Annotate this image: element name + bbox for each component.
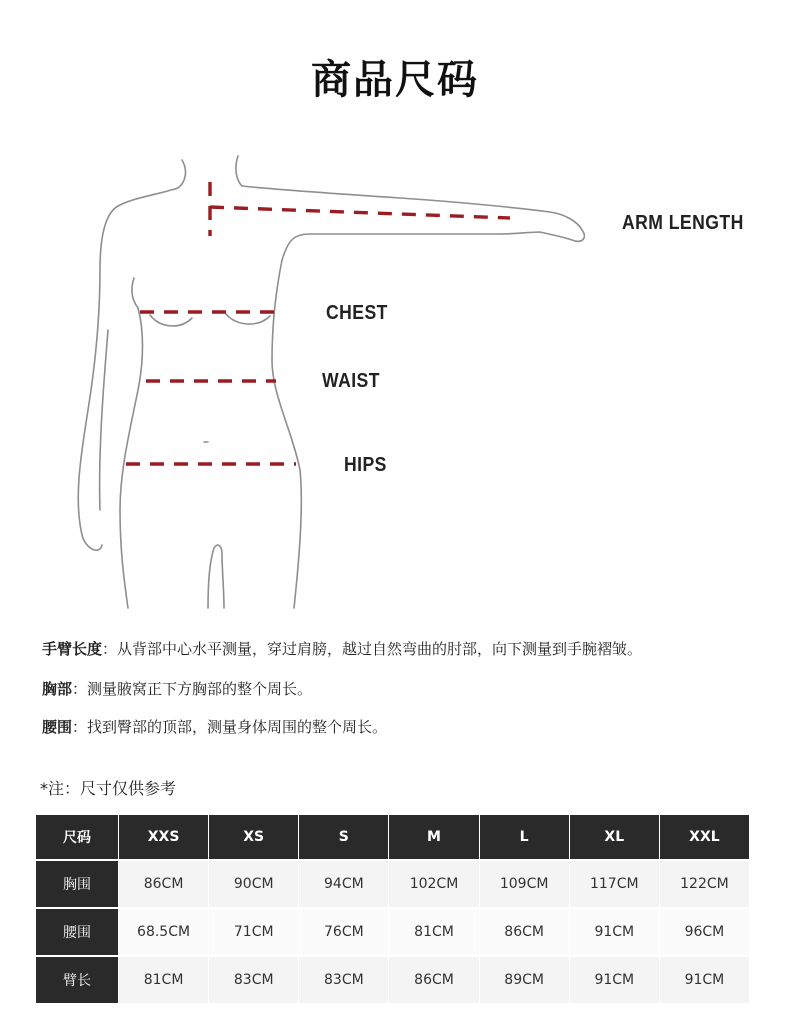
- size-corner-cell: 尺码: [36, 815, 119, 860]
- size-header-s: S: [299, 815, 389, 860]
- description-text: 找到臀部的顶部，测量身体周围的整个周长。: [87, 718, 388, 736]
- table-cell: 71CM: [209, 908, 299, 956]
- arm-length-label: ARM LENGTH: [622, 212, 744, 234]
- table-row-chest: [36, 860, 750, 908]
- table-cell: 68.5CM: [119, 908, 209, 956]
- table-cell: 89CM: [479, 956, 569, 1004]
- size-header-m: M: [389, 815, 479, 860]
- row-label: 臂长: [36, 956, 119, 1004]
- table-cell: 94CM: [299, 860, 389, 908]
- table-cell: 91CM: [569, 908, 659, 956]
- row-label: 腰围: [36, 908, 119, 956]
- size-header-xxl: XXL: [659, 815, 749, 860]
- description-term: 手臂长度: [42, 640, 103, 658]
- table-cell: 81CM: [389, 908, 479, 956]
- table-row-arm-length: [36, 956, 750, 1004]
- description-separator: ：: [102, 640, 118, 658]
- size-header-l: L: [479, 815, 569, 860]
- waist-label: WAIST: [322, 370, 380, 392]
- table-cell: 91CM: [569, 956, 659, 1004]
- table-cell: 91CM: [659, 956, 749, 1004]
- table-cell: 81CM: [119, 956, 209, 1004]
- description-text: 从背部中心水平测量，穿过肩膀，越过自然弯曲的肘部，向下测量到手腕褶皱。: [117, 640, 643, 658]
- table-cell: 86CM: [119, 860, 209, 908]
- description-text: 测量腋窝正下方胸部的整个周长。: [87, 680, 313, 698]
- table-cell: 96CM: [659, 908, 749, 956]
- description-waist: [42, 716, 387, 737]
- size-header-xs: XS: [209, 815, 299, 860]
- size-header-xl: XL: [569, 815, 659, 860]
- table-cell: 90CM: [209, 860, 299, 908]
- table-cell: 117CM: [569, 860, 659, 908]
- table-cell: 83CM: [209, 956, 299, 1004]
- page-title: 商品尺码: [311, 57, 479, 103]
- table-row-waist: [36, 908, 750, 956]
- table-cell: 86CM: [389, 956, 479, 1004]
- description-chest: [42, 678, 312, 699]
- size-header-xxs: XXS: [119, 815, 209, 860]
- size-chart-table: [36, 815, 750, 1005]
- table-cell: 83CM: [299, 956, 389, 1004]
- description-separator: ：: [72, 718, 88, 736]
- table-cell: 86CM: [479, 908, 569, 956]
- description-term: 腰围: [42, 718, 73, 736]
- table-cell: 102CM: [389, 860, 479, 908]
- description-separator: ：: [72, 680, 88, 698]
- row-label: 胸围: [36, 860, 119, 908]
- description-term: 胸部: [42, 680, 73, 698]
- chest-label: CHEST: [326, 302, 388, 324]
- table-cell: 109CM: [479, 860, 569, 908]
- table-cell: 122CM: [659, 860, 749, 908]
- description-arm-length: [42, 638, 642, 659]
- size-header-row: [36, 815, 750, 860]
- reference-note: *注：尺寸仅供参考: [40, 779, 177, 798]
- hips-label: HIPS: [344, 454, 387, 476]
- table-cell: 76CM: [299, 908, 389, 956]
